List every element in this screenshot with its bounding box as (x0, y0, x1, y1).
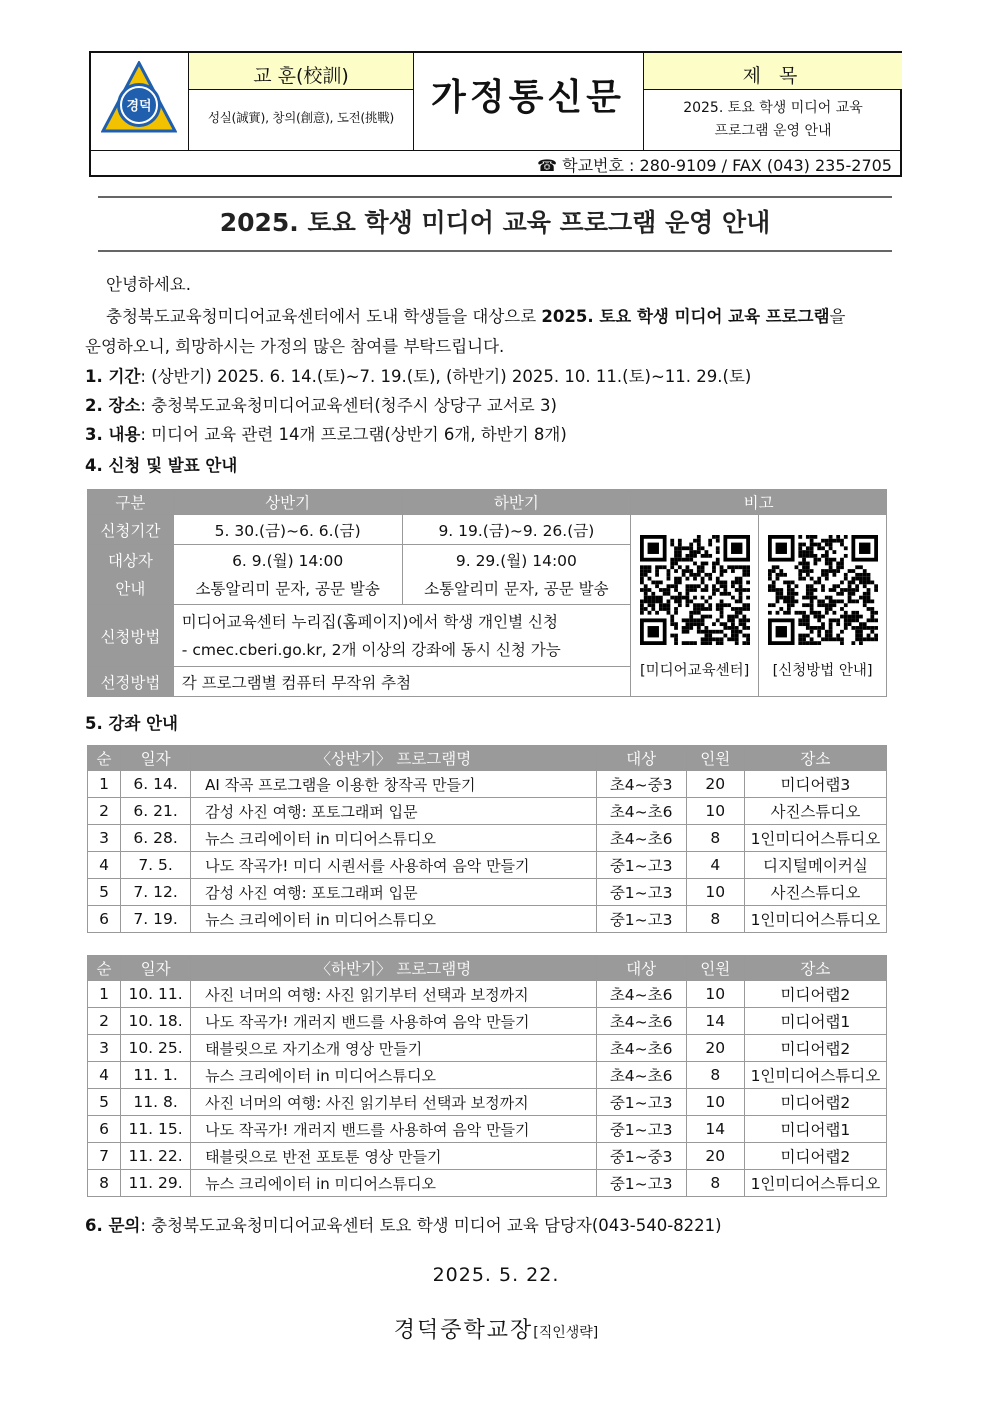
row-count: 10 (686, 798, 744, 825)
qr-code-media-center[interactable] (640, 535, 750, 645)
apply-notice-second: 9. 29.(월) 14:00 소통알리미 문자, 공문 발송 (402, 545, 631, 605)
table-row (88, 1170, 887, 1197)
row-date: 6. 21. (121, 798, 191, 825)
row-place: 1인미디어스튜디오 (744, 1062, 886, 1089)
row-count: 8 (686, 1170, 744, 1197)
row-no: 4 (88, 1062, 121, 1089)
row-date: 7. 5. (121, 852, 191, 879)
col-header-program: 〈상반기〉 프로그램명 (191, 746, 597, 771)
select-method-text: 각 프로그램별 컴퓨터 무작위 추첨 (173, 667, 630, 697)
row-program: 나도 작곡가! 개러지 밴드를 사용하여 음악 만들기 (191, 1116, 597, 1143)
row-program: 감성 사진 여행: 포토그래퍼 입문 (191, 798, 597, 825)
row-no: 3 (88, 825, 121, 852)
row-count: 14 (686, 1008, 744, 1035)
intro-line-1: 충청북도교육청미디어교육센터에서 도내 학생들을 대상으로 2025. 토요 학생 미디어 교육 프로그램을 (106, 307, 846, 326)
col-header-count: 인원 (686, 956, 744, 981)
row-no: 8 (88, 1170, 121, 1197)
newsletter-title: 가정통신문 (431, 76, 625, 118)
apply-period-label: 신청기간 (88, 515, 174, 545)
row-program: 태블릿으로 자기소개 영상 만들기 (191, 1035, 597, 1062)
table-row (88, 906, 887, 933)
select-method-label: 선정방법 (88, 667, 174, 697)
row-place: 디지털메이커실 (744, 852, 886, 879)
col-header-no: 순 (88, 956, 121, 981)
apply-header-second-half: 하반기 (402, 490, 631, 515)
row-count: 20 (686, 1035, 744, 1062)
apply-notice-label: 대상자 안내 (88, 545, 174, 605)
row-program: 뉴스 크리에이터 in 미디어스튜디오 (191, 1062, 597, 1089)
motto-label: 교 훈(校訓) (253, 65, 349, 87)
apply-header-first-half: 상반기 (173, 490, 402, 515)
school-phone: ☎ 학교번호 : 280-9109 / FAX (043) 235-2705 (537, 156, 892, 175)
table-row (88, 1062, 887, 1089)
contact-item: 6. 문의: 충청북도교육청미디어교육센터 토요 학생 미디어 교육 담당자(043-540-8221) (85, 1216, 722, 1235)
apply-period-second: 9. 19.(금)~9. 26.(금) (402, 515, 631, 545)
row-target: 초4~초6 (596, 1008, 686, 1035)
row-no: 1 (88, 771, 121, 798)
qr-apply-guide-caption: [신청방법 안내] (772, 663, 873, 679)
row-place: 미디어랩2 (744, 981, 886, 1008)
row-target: 초4~중3 (596, 771, 686, 798)
row-target: 초4~초6 (596, 825, 686, 852)
row-target: 중1~고3 (596, 1116, 686, 1143)
apply-method-label: 신청방법 (88, 605, 174, 667)
col-header-target: 대상 (596, 746, 686, 771)
row-date: 7. 19. (121, 906, 191, 933)
row-place: 사진스튜디오 (744, 879, 886, 906)
subject-text: 2025. 토요 학생 미디어 교육 프로그램 운영 안내 (683, 100, 863, 139)
row-count: 20 (686, 771, 744, 798)
apply-section-title: 4. 신청 및 발표 안내 (85, 456, 238, 475)
col-header-target: 대상 (596, 956, 686, 981)
row-no: 5 (88, 1089, 121, 1116)
row-program: 나도 작곡가! 미디 시퀀서를 사용하여 음악 만들기 (191, 852, 597, 879)
row-no: 1 (88, 981, 121, 1008)
qr-media-center-cell (631, 515, 759, 697)
row-target: 중1~고3 (596, 852, 686, 879)
table-row (88, 825, 887, 852)
row-count: 10 (686, 879, 744, 906)
apply-table (87, 489, 887, 697)
signer: 경덕중학교장[직인생략] (393, 1318, 599, 1343)
qr-apply-guide-cell (759, 515, 887, 697)
row-place: 미디어랩2 (744, 1143, 886, 1170)
row-no: 6 (88, 1116, 121, 1143)
col-header-date: 일자 (121, 956, 191, 981)
row-program: 뉴스 크리에이터 in 미디어스튜디오 (191, 825, 597, 852)
col-header-place: 장소 (744, 956, 886, 981)
qr-code-apply-guide[interactable] (768, 535, 878, 645)
row-program: 감성 사진 여행: 포토그래퍼 입문 (191, 879, 597, 906)
place-item: 2. 장소: 충청북도교육청미디어교육센터(청주시 상당구 교서로 3) (85, 396, 557, 415)
row-no: 3 (88, 1035, 121, 1062)
newsletter-header (89, 51, 902, 177)
period-item: 1. 기간: (상반기) 2025. 6. 14.(토)~7. 19.(토), (하반기) 2025. 10. 11.(토)~11. 29.(토) (85, 367, 752, 386)
row-program: 뉴스 크리에이터 in 미디어스튜디오 (191, 1170, 597, 1197)
row-program: AI 작곡 프로그램을 이용한 창작곡 만들기 (191, 771, 597, 798)
row-target: 초4~초6 (596, 981, 686, 1008)
table-row (88, 981, 887, 1008)
row-date: 10. 11. (121, 981, 191, 1008)
row-place: 1인미디어스튜디오 (744, 1170, 886, 1197)
row-date: 10. 18. (121, 1008, 191, 1035)
row-no: 7 (88, 1143, 121, 1170)
table-row (88, 1008, 887, 1035)
subject-label: 제 목 (742, 65, 804, 87)
row-date: 11. 15. (121, 1116, 191, 1143)
row-place: 미디어랩2 (744, 1035, 886, 1062)
row-date: 11. 1. (121, 1062, 191, 1089)
logo-text: 경덕 (126, 99, 152, 114)
issue-date: 2025. 5. 22. (432, 1264, 560, 1286)
intro-line-2: 운영하오니, 희망하시는 가정의 많은 참여를 부탁드립니다. (85, 337, 505, 356)
qr-media-center-caption: [미디어교육센터] (639, 663, 750, 679)
col-header-date: 일자 (121, 746, 191, 771)
apply-notice-first: 6. 9.(월) 14:00 소통알리미 문자, 공문 발송 (173, 545, 402, 605)
row-program: 나도 작곡가! 개러지 밴드를 사용하여 음악 만들기 (191, 1008, 597, 1035)
school-logo (101, 61, 177, 141)
row-place: 1인미디어스튜디오 (744, 906, 886, 933)
table-row (88, 1035, 887, 1062)
table-row (88, 771, 887, 798)
row-place: 미디어랩1 (744, 1116, 886, 1143)
row-count: 8 (686, 825, 744, 852)
content-item: 3. 내용: 미디어 교육 관련 14개 프로그램(상반기 6개, 하반기 8개) (85, 425, 567, 444)
row-date: 6. 14. (121, 771, 191, 798)
table-row (88, 1116, 887, 1143)
col-header-no: 순 (88, 746, 121, 771)
row-count: 8 (686, 1062, 744, 1089)
row-program: 사진 너머의 여행: 사진 읽기부터 선택과 보정까지 (191, 981, 597, 1008)
col-header-program: 〈하반기〉 프로그램명 (191, 956, 597, 981)
main-title-bar (98, 196, 892, 252)
row-date: 6. 28. (121, 825, 191, 852)
row-no: 5 (88, 879, 121, 906)
col-header-place: 장소 (744, 746, 886, 771)
table-row (88, 852, 887, 879)
greeting: 안녕하세요. (106, 275, 191, 294)
row-no: 6 (88, 906, 121, 933)
row-place: 1인미디어스튜디오 (744, 825, 886, 852)
col-header-count: 인원 (686, 746, 744, 771)
row-count: 14 (686, 1116, 744, 1143)
table-row (88, 798, 887, 825)
row-no: 4 (88, 852, 121, 879)
apply-period-first: 5. 30.(금)~6. 6.(금) (173, 515, 402, 545)
row-date: 11. 29. (121, 1170, 191, 1197)
row-count: 10 (686, 981, 744, 1008)
row-no: 2 (88, 798, 121, 825)
row-target: 중1~고3 (596, 906, 686, 933)
row-target: 중1~고3 (596, 879, 686, 906)
table-row (88, 879, 887, 906)
apply-header-category: 구분 (88, 490, 174, 515)
table-row (88, 1143, 887, 1170)
row-date: 11. 8. (121, 1089, 191, 1116)
row-count: 10 (686, 1089, 744, 1116)
row-place: 사진스튜디오 (744, 798, 886, 825)
course-section-title: 5. 강좌 안내 (85, 714, 178, 733)
row-place: 미디어랩1 (744, 1008, 886, 1035)
row-date: 11. 22. (121, 1143, 191, 1170)
row-target: 초4~초6 (596, 798, 686, 825)
second-half-course-table (87, 955, 887, 1197)
row-place: 미디어랩2 (744, 1089, 886, 1116)
row-count: 4 (686, 852, 744, 879)
row-target: 중1~중3 (596, 1143, 686, 1170)
table-row (88, 1089, 887, 1116)
row-program: 사진 너머의 여행: 사진 읽기부터 선택과 보정까지 (191, 1089, 597, 1116)
row-date: 10. 25. (121, 1035, 191, 1062)
row-program: 태블릿으로 반전 포토툰 영상 만들기 (191, 1143, 597, 1170)
row-no: 2 (88, 1008, 121, 1035)
row-target: 중1~고3 (596, 1089, 686, 1116)
apply-header-note: 비고 (631, 490, 887, 515)
row-target: 중1~고3 (596, 1170, 686, 1197)
school-motto: 성실(誠實), 창의(創意), 도전(挑戰) (207, 110, 394, 125)
main-title: 2025. 토요 학생 미디어 교육 프로그램 운영 안내 (219, 208, 771, 237)
row-count: 8 (686, 906, 744, 933)
row-date: 7. 12. (121, 879, 191, 906)
row-target: 초4~초6 (596, 1035, 686, 1062)
row-program: 뉴스 크리에이터 in 미디어스튜디오 (191, 906, 597, 933)
apply-method-text: 미디어교육센터 누리집(홈페이지)에서 학생 개인별 신청 - cmec.cberi.go.kr, 2개 이상의 강좌에 동시 신청 가능 (173, 605, 630, 667)
row-count: 20 (686, 1143, 744, 1170)
row-place: 미디어랩3 (744, 771, 886, 798)
row-target: 초4~초6 (596, 1062, 686, 1089)
first-half-course-table (87, 745, 887, 933)
